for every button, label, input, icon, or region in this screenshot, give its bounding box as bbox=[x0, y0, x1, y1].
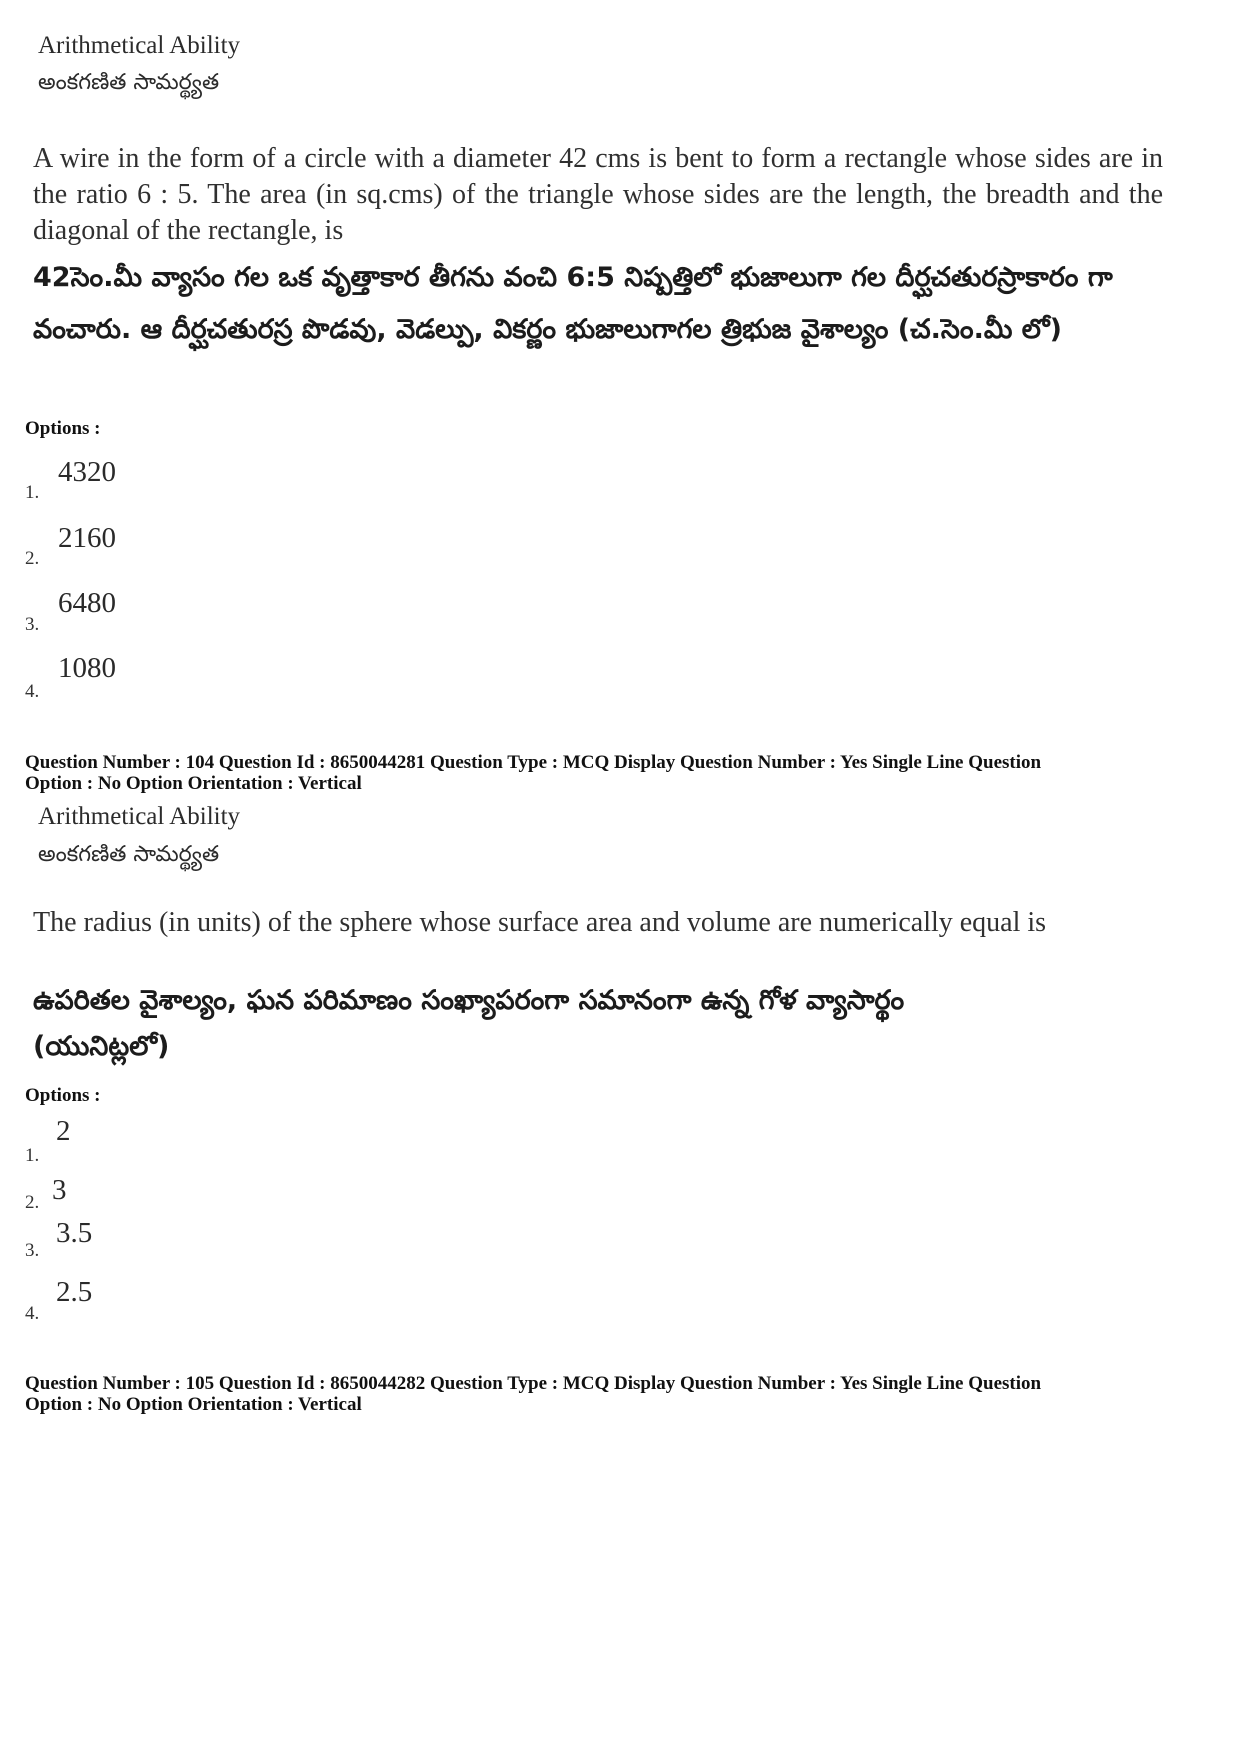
question-meta bbox=[25, 752, 1225, 794]
question-meta bbox=[25, 1373, 1225, 1415]
option-value[interactable]: 3.5 bbox=[56, 1217, 93, 1249]
subject-heading-te: అంకగణిత సామర్థ్యత bbox=[38, 842, 220, 867]
option-number: 1. bbox=[25, 1145, 40, 1166]
option-value[interactable]: 2160 bbox=[58, 522, 116, 554]
option-value[interactable]: 2 bbox=[56, 1115, 71, 1147]
question-text-te: ఉపరితల వైశాల్యం, ఘన పరిమాణం సంఖ్యాపరంగా సమానంగా ఉన్న గోళ వ్యాసార్థం (యునిట్లలో) bbox=[33, 985, 905, 1062]
option-number: 3. bbox=[25, 1240, 40, 1261]
question-text-en: A wire in the form of a circle with a diameter 42 cms is bent to form a rectangle whose sides are in the ratio 6 : 5. The area (in sq.cms) of the triangle whose sides are the length, the breadth and the diagonal of the rectangle, is bbox=[33, 143, 1163, 246]
option-value[interactable]: 4320 bbox=[58, 456, 116, 488]
options-label: Options : bbox=[25, 1085, 101, 1106]
question-text-te: 42సెం.మీ వ్యాసం గల ఒక వృత్తాకార తీగను వంచి 6:5 నిష్పత్తిలో భుజాలుగా గల దీర్ఘచతురస్రాకారం గా వంచారు. ఆ దీర్ఘచతురస్ర పొడవు, వెడల్పు, వికర్ణం భుజాలుగాగల త్రిభుజ వైశాల్యం (చ.సెం.మీ లో) bbox=[33, 262, 1113, 345]
option-number: 4. bbox=[25, 1303, 40, 1324]
option-number: 2. bbox=[25, 1192, 40, 1213]
question-meta-line2: Option : No Option Orientation : Vertical bbox=[25, 1394, 362, 1415]
question-meta-line2: Option : No Option Orientation : Vertical bbox=[25, 773, 362, 794]
option-value[interactable]: 3 bbox=[52, 1174, 67, 1206]
option-number: 3. bbox=[25, 614, 40, 635]
subject-heading-en: Arithmetical Ability bbox=[38, 32, 241, 59]
options-label: Options : bbox=[25, 418, 101, 439]
option-value[interactable]: 2.5 bbox=[56, 1276, 93, 1308]
option-number: 4. bbox=[25, 681, 40, 702]
option-value[interactable]: 1080 bbox=[58, 652, 116, 684]
option-number: 1. bbox=[25, 482, 40, 503]
question-meta-line1: Question Number : 104 Question Id : 8650044281 Question Type : MCQ Display Question Number : Yes Single Line Question bbox=[25, 752, 1042, 773]
question-meta-line1: Question Number : 105 Question Id : 8650044282 Question Type : MCQ Display Question Number : Yes Single Line Question bbox=[25, 1373, 1042, 1394]
option-number: 2. bbox=[25, 548, 40, 569]
subject-heading-en: Arithmetical Ability bbox=[38, 803, 241, 830]
question-text-en: The radius (in units) of the sphere whose surface area and volume are numerically equal is bbox=[33, 907, 1047, 938]
subject-heading-te: అంకగణిత సామర్థ్యత bbox=[38, 70, 220, 95]
option-value[interactable]: 6480 bbox=[58, 587, 116, 619]
